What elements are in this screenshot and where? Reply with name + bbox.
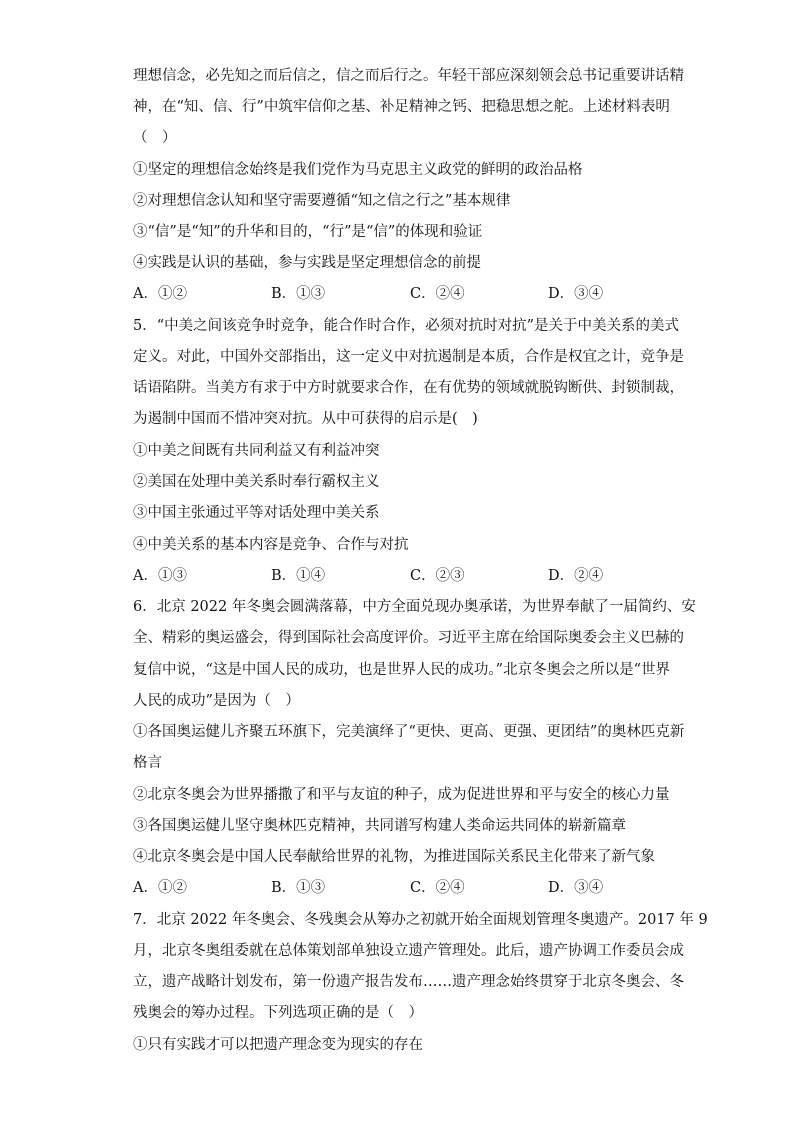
q7-stem-line-1: 7．北京 2022 年冬奥会、冬残奥会从筹办之初就开始全面规划管理冬奥遗产。2017 年 9	[133, 912, 708, 928]
q4-stem-line-2: 神，在“知、信、行”中筑牢信仰之基、补足精神之钙、把稳思想之舵。上述材料表明	[133, 99, 670, 115]
q6-item-1-cont: 格言	[133, 755, 162, 771]
q4-item-4: ④实践是认识的基础，参与实践是坚定理想信念的前提	[133, 255, 481, 271]
q4-item-2: ②对理想信念认知和坚守需要遵循“知之信之行之”基本规律	[133, 193, 511, 209]
q6-item-3: ③各国奥运健儿坚守奥林匹克精神，共同谱写构建人类命运共同体的崭新篇章	[133, 818, 626, 834]
q5-option-a: A．①③	[133, 568, 187, 584]
q5-stem-line-2: 定义。对此，中国外交部指出，这一定义中对抗遏制是本质，合作是权宜之计，竞争是	[133, 349, 684, 365]
q5-option-d: D．②④	[548, 568, 604, 584]
q5-item-2: ②美国在处理中美关系时奉行霸权主义	[133, 474, 380, 490]
q6-item-2: ②北京冬奥会为世界播撒了和平与友谊的种子，成为促进世界和平与安全的核心力量	[133, 787, 670, 803]
q7-stem-line-4: 残奥会的筹办过程。下列选项正确的是（ ）	[133, 1005, 423, 1021]
q5-stem-line-1: 5．“中美之间该竞争时竞争，能合作时合作，必须对抗时对抗”是关于中美关系的美式	[133, 318, 680, 334]
q6-stem-line-1: 6．北京 2022 年冬奥会圆满落幕，中方全面兑现办奥承诺，为世界奉献了一届简约、安	[133, 599, 696, 615]
q5-stem-line-3: 话语陷阱。当美方有求于中方时就要求合作，在有优势的领域就脱钩断供、封锁制裁，	[133, 380, 684, 396]
q6-stem-line-2: 全、精彩的奥运盛会，得到国际社会高度评价。习近平主席在给国际奥委会主义巴赫的	[133, 630, 684, 646]
q5-stem-line-4: 为遏制中国而不惜冲突对抗。从中可获得的启示是( )	[133, 411, 478, 427]
q4-option-c: C．②④	[410, 286, 465, 302]
q7-item-1: ①只有实践才可以把遗产理念变为现实的存在	[133, 1037, 423, 1053]
q4-option-a: A．①②	[133, 286, 187, 302]
q6-item-4: ④北京冬奥会是中国人民奉献给世界的礼物，为推进国际关系民主化带来了新气象	[133, 849, 655, 865]
q6-item-1: ①各国奥运健儿齐聚五环旗下，完美演绎了“更快、更高、更强、更团结”的奥林匹克新	[133, 724, 685, 740]
q5-item-3: ③中国主张通过平等对话处理中美关系	[133, 505, 380, 521]
q4-option-d: D．③④	[548, 286, 604, 302]
q6-stem-line-4: 人民的成功”是因为（ ）	[133, 693, 300, 709]
q4-item-3: ③“信”是“知”的升华和目的，“行”是“信”的体现和验证	[133, 224, 483, 240]
q6-stem-line-3: 复信中说，“这是中国人民的成功，也是世界人民的成功。”北京冬奥会之所以是“世界	[133, 662, 670, 678]
q5-option-b: B．①④	[271, 568, 326, 584]
q7-stem-line-2: 月，北京冬奥组委就在总体策划部单独设立遗产管理处。此后，遗产协调工作委员会成	[133, 943, 684, 959]
q7-stem-line-3: 立，遗产战略计划发布，第一份遗产报告发布……遗产理念始终贯穿于北京冬奥会、冬	[133, 974, 684, 990]
q6-option-d: D．③④	[548, 880, 604, 896]
q6-option-b: B．①③	[271, 880, 326, 896]
q4-item-1: ①坚定的理想信念始终是我们党作为马克思主义政党的鲜明的政治品格	[133, 162, 583, 178]
q5-item-4: ④中美关系的基本内容是竞争、合作与对抗	[133, 537, 409, 553]
q6-option-c: C．②④	[410, 880, 465, 896]
q6-option-a: A．①②	[133, 880, 187, 896]
q4-stem-line-3: （ ）	[133, 130, 177, 146]
q4-stem-line-1: 理想信念，必先知之而后信之，信之而后行之。年轻干部应深刻领会总书记重要讲话精	[133, 68, 684, 84]
q5-option-c: C．②③	[410, 568, 465, 584]
q4-option-b: B．①③	[271, 286, 326, 302]
q5-item-1: ①中美之间既有共同利益又有利益冲突	[133, 443, 380, 459]
